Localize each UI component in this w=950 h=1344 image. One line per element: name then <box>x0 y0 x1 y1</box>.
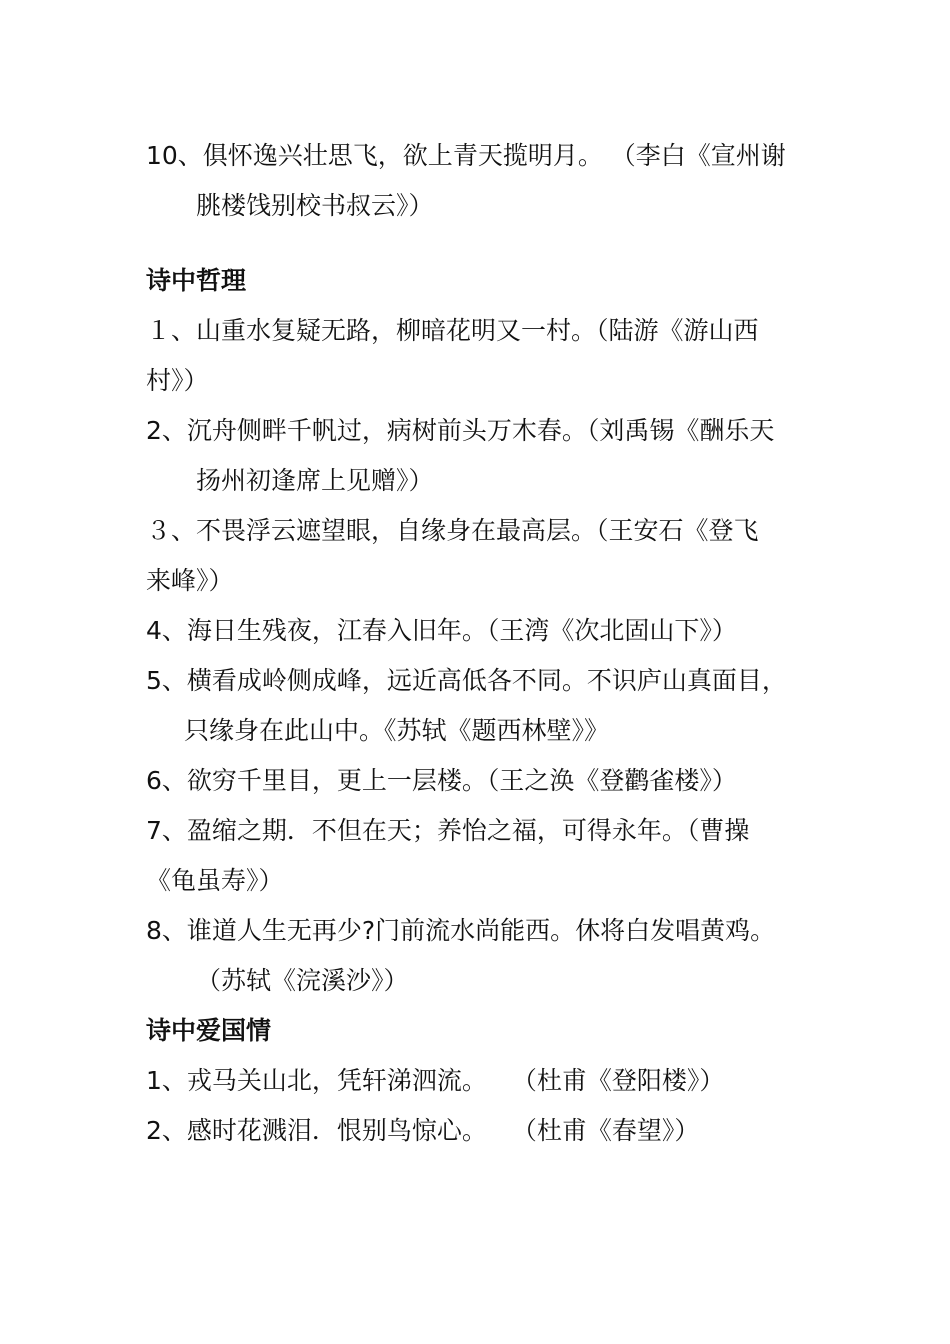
poem-line: （苏轼《浣溪沙》） <box>196 966 409 995</box>
poem-line: 10、俱怀逸兴壮思飞，欲上青天揽明月。 （李白《宣州谢 <box>146 141 786 170</box>
poem-line: 《龟虽寿》） <box>146 866 284 895</box>
poem-line: 只缘身在此山中。《苏轼《题西林壁》》 <box>184 716 610 745</box>
poem-line: 7、盈缩之期．不但在天；养怡之福，可得永年。（曹操 <box>146 816 750 845</box>
poem-line: 8、谁道人生无再少?门前流水尚能西。休将白发唱黄鸡。 <box>146 916 776 945</box>
poem-line: 5、横看成岭侧成峰，远近高低各不同。不识庐山真面目， <box>146 666 787 695</box>
poem-line: 2、感时花溅泪．恨别鸟惊心。 （杜甫《春望》） <box>146 1116 700 1145</box>
poem-line: １、山重水复疑无路，柳暗花明又一村。（陆游《游山西 <box>146 316 759 345</box>
section-heading: 诗中爱国情 <box>146 1016 272 1045</box>
poem-line: 扬州初逢席上见赠》） <box>196 466 434 495</box>
poem-line: 村》） <box>146 366 209 395</box>
poem-line: 来峰》） <box>146 566 234 595</box>
poem-line: 1、戎马关山北，凭轩涕泗流。 （杜甫《登阳楼》） <box>146 1066 725 1095</box>
poem-line: ３、不畏浮云遮望眼，自缘身在最高层。（王安石《登飞 <box>146 516 759 545</box>
poem-line: 6、欲穷千里目，更上一层楼。（王之涣《登鹳雀楼》） <box>146 766 737 795</box>
section-heading: 诗中哲理 <box>146 266 247 295</box>
poem-line: 4、海日生残夜，江春入旧年。（王湾《次北固山下》） <box>146 616 737 645</box>
poem-line: 朓楼饯别校书叔云》） <box>196 191 434 220</box>
poem-line: 2、沉舟侧畔千帆过，病树前头万木春。（刘禹锡《酬乐天 <box>146 416 775 445</box>
